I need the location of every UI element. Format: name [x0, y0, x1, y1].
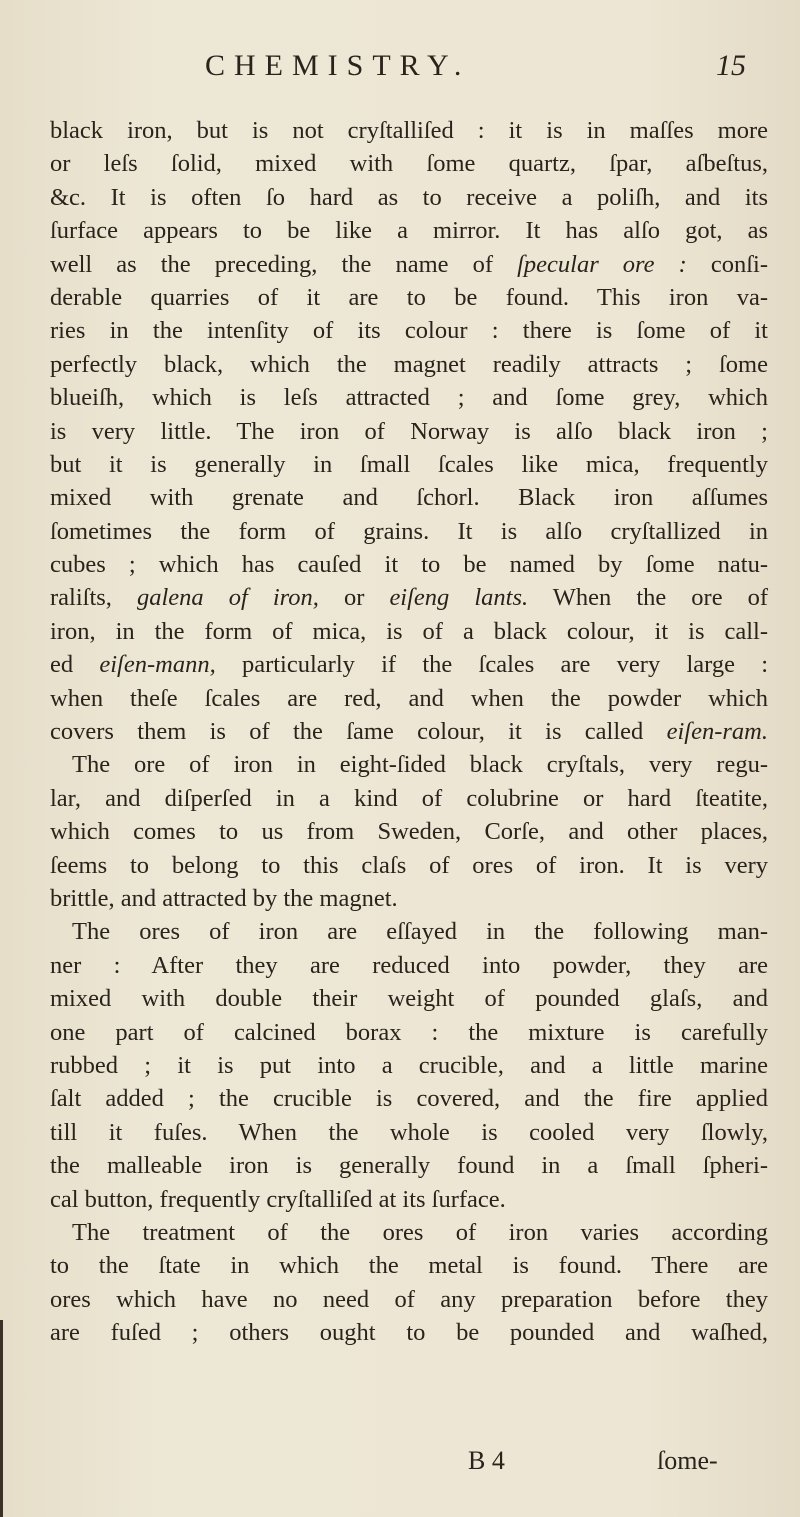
text-line: mixed with grenate and ſchorl. Black iron aſſumes	[50, 484, 768, 512]
text-line	[50, 248, 768, 281]
running-head	[0, 46, 800, 86]
italic-term: ſpecular ore :	[517, 250, 687, 278]
text-run: When the ore of	[552, 584, 769, 612]
text-line: to the ſtate in which the metal is found. There are	[50, 1252, 768, 1280]
text-line: which comes to us from Sweden, Corſe, and other places,	[50, 818, 768, 846]
text-line: cal button, frequently cryſtalliſed at its ſurface.	[50, 1185, 506, 1213]
text-run: particularly if the ſcales are very large :	[241, 651, 769, 679]
text-line: rubbed ; it is put into a crucible, and a little marine	[50, 1051, 768, 1079]
text-line: The ore of iron in eight-ſided black cryſtals, very regu-	[72, 751, 768, 779]
italic-term: eiſen-ram.	[666, 718, 768, 746]
text-line: ries in the intenſity of its colour : there is ſome of it	[50, 317, 768, 345]
text-run: well as the preceding, the name of	[50, 250, 494, 278]
text-run: or	[343, 584, 365, 612]
text-line: ores which have no need of any preparation before they	[50, 1285, 768, 1313]
running-title: CHEMISTRY.	[205, 49, 471, 82]
text-line: The ores of iron are eſſayed in the following man-	[72, 918, 768, 946]
text-line: are fuſed ; others ought to be pounded and waſhed,	[50, 1319, 768, 1347]
text-line: &c. It is often ſo hard as to receive a poliſh, and its	[50, 183, 768, 211]
text-line: but it is generally in ſmall ſcales like mica, frequently	[50, 450, 768, 478]
italic-term: eiſeng lants.	[389, 584, 529, 612]
text-line	[50, 581, 768, 614]
text-line: brittle, and attracted by the magnet.	[50, 884, 398, 912]
text-line: mixed with double their weight of pounded glaſs, and	[50, 985, 768, 1013]
text-line: the malleable iron is generally found in a ſmall ſpheri-	[50, 1152, 768, 1180]
text-line: lar, and diſperſed in a kind of colubrine or hard ſteatite,	[50, 784, 768, 812]
body-text	[50, 114, 768, 1349]
text-run: ed	[50, 651, 74, 679]
binding-edge	[0, 1320, 3, 1517]
text-line: perfectly black, which the magnet readily attracts ; ſome	[50, 350, 768, 378]
italic-term: eiſen-mann,	[99, 651, 216, 679]
text-line: black iron, but is not cryſtalliſed : it is in maſſes more	[50, 117, 768, 144]
text-line: ſometimes the form of grains. It is alſo cryſtallized in	[50, 517, 768, 545]
text-line	[50, 648, 768, 681]
text-line: blueiſh, which is leſs attracted ; and ſome grey, which	[50, 384, 768, 412]
text-line: ner : After they are reduced into powder, they are	[50, 951, 768, 979]
italic-term: galena of iron,	[136, 584, 319, 612]
text-line: or leſs ſolid, mixed with ſome quartz, ſpar, aſbeſtus,	[50, 150, 768, 178]
catchword: ſome-	[657, 1446, 718, 1475]
signature-mark: B 4	[468, 1446, 505, 1475]
text-line: The treatment of the ores of iron varies according	[72, 1218, 768, 1246]
text-line: till it fuſes. When the whole is cooled very ſlowly,	[50, 1118, 768, 1146]
text-run: covers them is of the ſame colour, it is called	[50, 718, 644, 746]
text-line: is very little. The iron of Norway is alſo black iron ;	[50, 417, 768, 445]
text-line: derable quarries of it are to be found. This iron va-	[50, 283, 768, 311]
text-line: when theſe ſcales are red, and when the powder which	[50, 684, 768, 712]
text-line	[50, 715, 768, 748]
text-line: ſurface appears to be like a mirror. It has alſo got, as	[50, 217, 768, 245]
text-line: one part of calcined borax : the mixture is carefully	[50, 1018, 768, 1046]
page-number: 15	[716, 49, 746, 82]
text-line: ſalt added ; the crucible is covered, and the fire applied	[50, 1085, 768, 1113]
text-line: cubes ; which has cauſed it to be named by ſome natu-	[50, 551, 768, 579]
page-footer	[0, 1444, 800, 1478]
text-line: iron, in the form of mica, is of a black colour, it is call-	[50, 617, 768, 645]
text-line: ſeems to belong to this claſs of ores of iron. It is very	[50, 851, 768, 879]
text-run: conſi-	[710, 250, 769, 278]
text-run: raliſts,	[50, 584, 112, 612]
